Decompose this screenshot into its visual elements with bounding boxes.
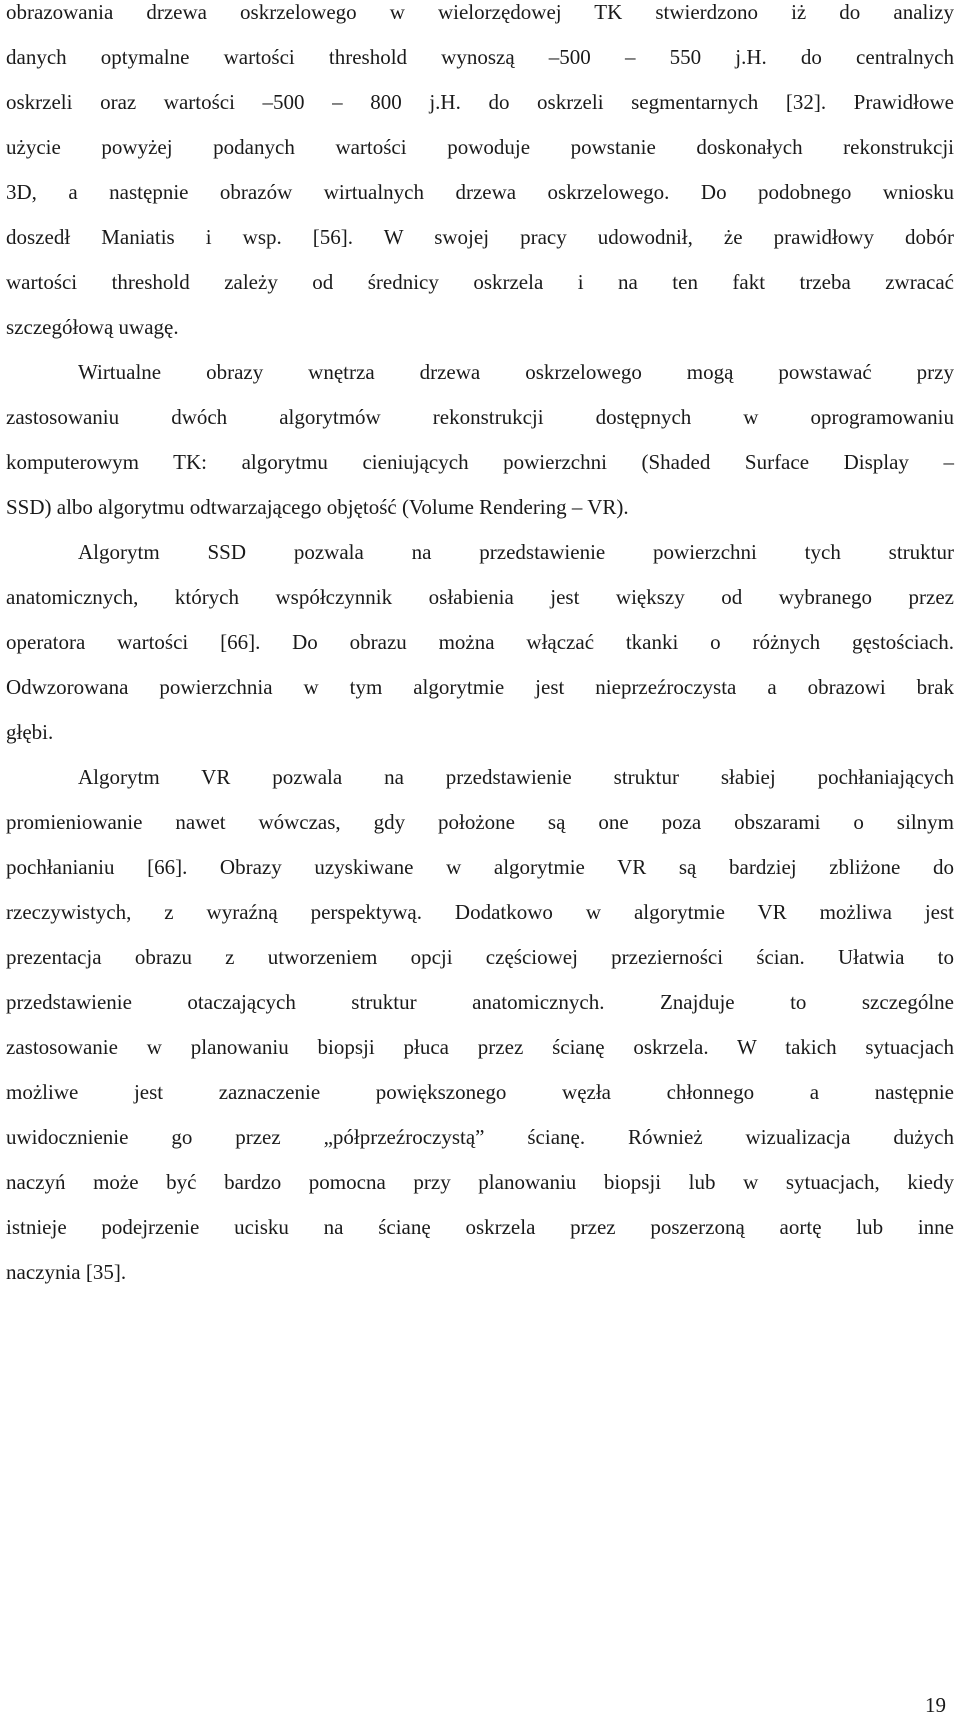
- text-line: zastosowanie w planowaniu biopsji płuca przez ścianę oskrzela. W takich sytuacjach: [6, 1035, 954, 1059]
- text-line: prezentacja obrazu z utworzeniem opcji częściowej przezierności ścian. Ułatwia to: [6, 945, 954, 969]
- text-line: szczegółową uwagę.: [6, 315, 179, 339]
- page-number: 19: [925, 1693, 946, 1717]
- text-line: zastosowaniu dwóch algorytmów rekonstrukcji dostępnych w oprogramowaniu: [6, 405, 954, 429]
- text-line: pochłanianiu [66]. Obrazy uzyskiwane w algorytmie VR są bardziej zbliżone do: [6, 855, 954, 879]
- text-line: uwidocznienie go przez „półprzeźroczystą” ścianę. Również wizualizacja dużych: [6, 1125, 954, 1149]
- text-line: danych optymalne wartości threshold wynoszą –500 – 550 j.H. do centralnych: [6, 45, 954, 69]
- text-line: 3D, a następnie obrazów wirtualnych drzewa oskrzelowego. Do podobnego wniosku: [6, 180, 954, 204]
- text-line: oskrzeli oraz wartości –500 – 800 j.H. do oskrzeli segmentarnych [32]. Prawidłowe: [6, 90, 954, 114]
- text-line: operatora wartości [66]. Do obrazu można włączać tkanki o różnych gęstościach.: [6, 630, 954, 654]
- text-line: wartości threshold zależy od średnicy oskrzela i na ten fakt trzeba zwracać: [6, 270, 954, 294]
- text-line: anatomicznych, których współczynnik osłabienia jest większy od wybranego przez: [6, 585, 954, 609]
- text-line: Algorytm SSD pozwala na przedstawienie powierzchni tych struktur: [78, 540, 954, 564]
- text-line: komputerowym TK: algorytmu cieniujących powierzchni (Shaded Surface Display –: [6, 450, 954, 474]
- text-line: przedstawienie otaczających struktur anatomicznych. Znajduje to szczególne: [6, 990, 954, 1014]
- text-line: doszedł Maniatis i wsp. [56]. W swojej pracy udowodnił, że prawidłowy dobór: [6, 225, 954, 249]
- text-line: głębi.: [6, 720, 54, 744]
- text-line: naczynia [35].: [6, 1260, 127, 1284]
- text-line: Wirtualne obrazy wnętrza drzewa oskrzelowego mogą powstawać przy: [78, 360, 954, 384]
- text-line: istnieje podejrzenie ucisku na ścianę oskrzela przez poszerzoną aortę lub inne: [6, 1215, 954, 1239]
- text-line: rzeczywistych, z wyraźną perspektywą. Dodatkowo w algorytmie VR możliwa jest: [6, 900, 954, 924]
- text-line: użycie powyżej podanych wartości powoduje powstanie doskonałych rekonstrukcji: [6, 135, 954, 159]
- text-line: promieniowanie nawet wówczas, gdy położone są one poza obszarami o silnym: [6, 810, 954, 834]
- text-line: możliwe jest zaznaczenie powiększonego węzła chłonnego a następnie: [6, 1080, 954, 1104]
- text-line: Odwzorowana powierzchnia w tym algorytmie jest nieprzeźroczysta a obrazowi brak: [6, 675, 954, 699]
- text-line: obrazowania drzewa oskrzelowego w wielorzędowej TK stwierdzono iż do analizy: [6, 0, 954, 24]
- text-line: SSD) albo algorytmu odtwarzającego objętość (Volume Rendering – VR).: [6, 495, 629, 519]
- text-line: Algorytm VR pozwala na przedstawienie struktur słabiej pochłaniających: [78, 765, 954, 789]
- text-line: naczyń może być bardzo pomocna przy planowaniu biopsji lub w sytuacjach, kiedy: [6, 1170, 954, 1194]
